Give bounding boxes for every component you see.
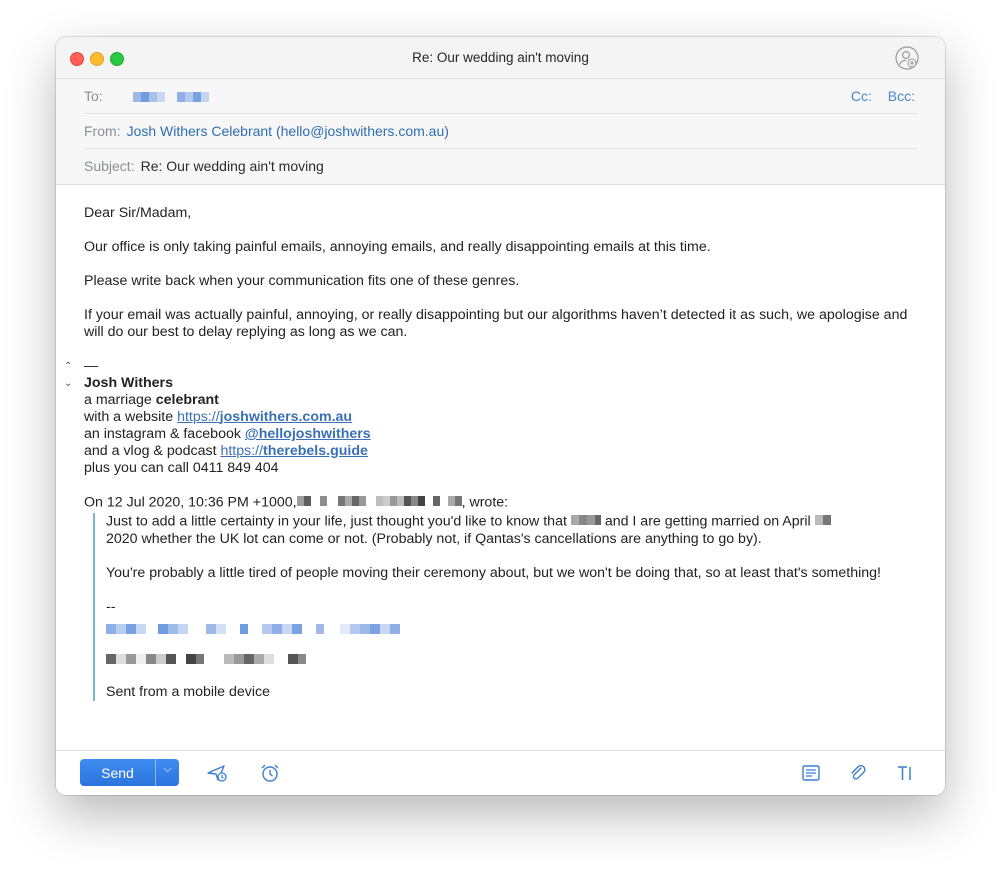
name-redacted xyxy=(571,513,601,530)
quoted-footer: Sent from a mobile device xyxy=(106,683,271,700)
signature-dash: — xyxy=(84,358,99,374)
website-link[interactable]: https://joshwithers.com.au xyxy=(177,409,353,425)
quoted-paragraph-2: You're probably a little tired of people moving their ceremony about, but we won't be doing that, so at least that's something! xyxy=(106,564,881,581)
to-recipient-redacted[interactable] xyxy=(133,80,209,114)
quoted-message xyxy=(93,513,914,700)
send-button[interactable] xyxy=(80,759,179,786)
compose-window xyxy=(56,37,945,795)
to-label: To: xyxy=(84,88,103,104)
signature-line-1: a marriage celebrant xyxy=(84,392,219,408)
signature xyxy=(64,358,914,477)
send-label: Send xyxy=(101,765,134,781)
subject-label: Subject: xyxy=(84,158,135,174)
from-value[interactable]: Josh Withers Celebrant (hello@joshwithers.com.au) xyxy=(126,123,449,139)
signature-line-5: plus you can call 0411 849 404 xyxy=(84,460,279,476)
send-later-icon[interactable] xyxy=(206,763,228,783)
signature-line-3: an instagram & facebook @hellojoshwithers xyxy=(84,426,371,442)
send-options-chevron-icon[interactable]: ⌵ xyxy=(163,763,172,775)
message-headers xyxy=(56,79,945,185)
compose-toolbar xyxy=(56,750,945,795)
subject-row[interactable] xyxy=(84,149,917,183)
signature-name: Josh Withers xyxy=(84,375,173,391)
cc-bcc-controls xyxy=(839,79,915,113)
template-icon[interactable] xyxy=(800,763,822,783)
body-paragraph-2: Please write back when your communication fits one of these genres. xyxy=(84,273,520,289)
quoted-paragraph-1: Just to add a little certainty in your life, just thought you'd like to know that and I are getting married on April 2020 whether the UK lot can come or not. (Probably not, if Qantas's cancellations are anything to go by). xyxy=(106,513,914,547)
from-label: From: xyxy=(84,123,121,139)
to-row[interactable] xyxy=(84,79,917,114)
signature-line-2: with a website https://joshwithers.com.au xyxy=(84,409,353,425)
message-body[interactable] xyxy=(64,205,914,701)
cc-button[interactable]: Cc: xyxy=(850,88,872,104)
greeting: Dear Sir/Madam, xyxy=(84,205,192,221)
signature-line-4: and a vlog & podcast https://therebels.guide xyxy=(84,443,368,459)
body-paragraph-3: If your email was actually painful, annoying, or really disappointing but our algorithms haven’t detected it as such, we apologise and will do our best to delay replying as long as we can. xyxy=(84,307,908,340)
podcast-link[interactable]: https://therebels.guide xyxy=(220,443,368,459)
add-contact-icon[interactable] xyxy=(895,46,919,70)
from-row[interactable] xyxy=(84,114,917,149)
quoted-signature-redacted-line-2 xyxy=(106,652,914,664)
text-format-icon[interactable] xyxy=(895,763,917,783)
title-bar xyxy=(56,37,945,79)
reminder-alarm-icon[interactable] xyxy=(259,763,281,783)
sender-redacted xyxy=(297,494,462,511)
quoted-signature-dash: -- xyxy=(106,598,116,615)
quoted-signature-redacted-line-1 xyxy=(106,622,914,634)
collapse-signature-icon[interactable]: ⌃ ⌄ xyxy=(64,361,73,389)
body-paragraph-1: Our office is only taking painful emails, annoying emails, and really disappointing emails at this time. xyxy=(84,239,711,255)
window-title: Re: Our wedding ain't moving xyxy=(412,50,589,65)
attachment-icon[interactable] xyxy=(847,763,869,783)
bcc-button[interactable]: Bcc: xyxy=(887,88,915,104)
instagram-link[interactable]: @hellojoshwithers xyxy=(244,426,371,442)
subject-value[interactable]: Re: Our wedding ain't moving xyxy=(140,158,324,174)
date-redacted xyxy=(815,513,831,530)
quote-attribution: On 12 Jul 2020, 10:36 PM +1000, , wrote: xyxy=(84,494,509,511)
